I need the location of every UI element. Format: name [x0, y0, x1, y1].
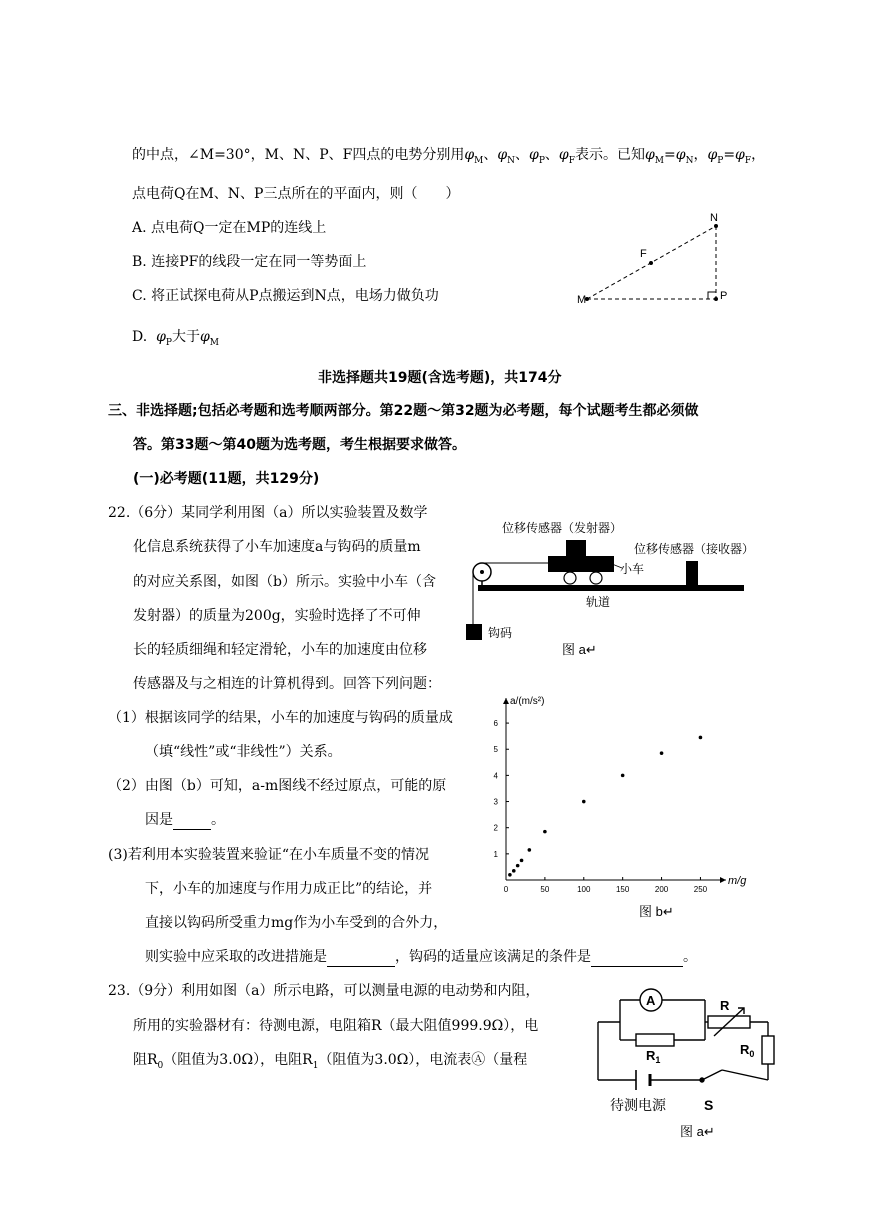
- y-tick-label: 5: [493, 745, 498, 755]
- data-point: [621, 774, 625, 778]
- answer-blank[interactable]: [591, 952, 683, 967]
- q22-part3-line4: 则实验中应采取的改进措施是 ，钩码的适量应该满足的条件是 。: [145, 949, 697, 965]
- q22-part3-line3: 直接以钩码所受重力mg作为小车受到的合外力，: [145, 915, 448, 931]
- x-tick-label: 200: [654, 885, 669, 894]
- emitter-label: 位移传感器（发射器）: [502, 521, 623, 535]
- required-heading: (一)必考题(11题，共129分): [133, 471, 320, 487]
- label-n: N: [710, 212, 718, 224]
- track-label: 轨道: [586, 595, 611, 609]
- weight-label: 钩码: [488, 626, 513, 640]
- fig-23a-caption: 图 a↵: [680, 1124, 715, 1139]
- y-axis-arrow: [503, 698, 509, 704]
- q22-part1-line1: （1）根据该同学的结果，小车的加速度与钩码的质量成: [108, 710, 453, 726]
- data-point: [699, 736, 703, 740]
- q21-line1: 的中点，∠M=30°，M、N、P、F四点的电势分别用$\varphi_M$、$\varphi_N$、$\varphi_P$、$\varphi_F$表示。已知$\varphi_M=\varphi_N$，$\varphi_P=\varphi_F$，: [132, 147, 766, 166]
- q22-line3: 的对应关系图，如图（b）所示。实验中小车（含: [133, 574, 436, 590]
- y-axis-label: a/(m/s²): [510, 696, 545, 707]
- ammeter-label: A: [646, 993, 656, 1008]
- x-axis-label: m/g: [728, 875, 747, 887]
- r1-label: $R_1$: [646, 1048, 661, 1065]
- q22-line5: 长的轻质细绳和轻定滑轮，小车的加速度由位移: [133, 642, 427, 658]
- data-point: [508, 873, 512, 877]
- y-tick-label: 1: [493, 849, 498, 859]
- answer-blank[interactable]: [173, 815, 211, 830]
- q23-line1: 23.（9分）利用如图（a）所示电路，可以测量电源的电动势和内阻，: [108, 983, 540, 999]
- label-f: F: [640, 248, 647, 260]
- label-m: M: [577, 294, 587, 306]
- q22-line2: 化信息系统获得了小车加速度a与钩码的质量m: [133, 539, 421, 555]
- y-tick-label: 6: [493, 719, 498, 729]
- q22-part3-line2: 下，小车的加速度与作用力成正比”的结论，并: [145, 881, 433, 897]
- triangle-figure: [570, 208, 740, 313]
- data-point: [512, 869, 516, 873]
- q21-option-a: A. 点电荷Q一定在MP的连线上: [132, 220, 327, 236]
- q21-option-d: D. $\varphi_P$大于$\varphi_M$: [132, 329, 219, 348]
- data-point: [660, 751, 664, 755]
- q21-option-b: B. 连接PF的线段一定在同一等势面上: [132, 254, 367, 270]
- source-label: 待测电源: [610, 1097, 666, 1113]
- circuit-figure: [590, 982, 780, 1142]
- section-heading: 非选择题共19题(含选考题)，共174分: [318, 370, 562, 386]
- y-tick-label: 2: [493, 823, 498, 833]
- y-tick-label: 3: [493, 797, 498, 807]
- q23-line2: 所用的实验器材有：待测电源，电阻箱R（最大阻值999.9Ω），电: [133, 1018, 539, 1034]
- cart-label: 小车: [620, 562, 645, 576]
- x-tick-label: 150: [615, 885, 630, 894]
- q22-part2-line1: （2）由图（b）可知，a-m图线不经过原点，可能的原: [108, 778, 447, 794]
- q22-part2-line2: 因是 。: [145, 812, 225, 828]
- x-tick-label: 100: [577, 885, 591, 894]
- data-point: [543, 830, 547, 834]
- part3-line1: 三、非选择题;包括必考题和选考顺两部分。第22题～第32题为必考题，每个试题考生都必须做: [108, 403, 699, 419]
- x-tick-label: 50: [540, 885, 550, 894]
- q22-part3-line1: (3)若利用本实验装置来验证“在小车质量不变的情况: [108, 847, 429, 863]
- x-axis-arrow: [720, 877, 726, 883]
- x-tick-label: 0: [503, 885, 509, 894]
- answer-blank[interactable]: [327, 952, 395, 967]
- q23-line3: 阻$R_0$（阻值为3.0Ω），电阻$R_1$（阻值为3.0Ω），电流表Ⓐ（量程: [133, 1052, 528, 1071]
- part3-line2: 答。第33题～第40题为选考题，考生根据要求做答。: [133, 437, 466, 453]
- q22-line6: 传感器及与之相连的计算机得到。回答下列问题：: [133, 676, 441, 692]
- fig-b-caption: 图 b↵: [639, 904, 674, 919]
- data-point: [516, 864, 520, 868]
- fig-a-caption: 图 a↵: [562, 642, 597, 657]
- r0-label: $R_0$: [740, 1042, 755, 1059]
- q22-part1-line2: （填“线性”或“非线性”）关系。: [145, 744, 342, 760]
- scatter-chart: [480, 696, 747, 925]
- q22-line1: 22.（6分）某同学利用图（a）所以实验装置及数学: [108, 505, 428, 521]
- q21-option-c: C. 将正试探电荷从P点搬运到N点，电场力做负功: [132, 288, 439, 304]
- y-tick-label: 4: [493, 771, 498, 781]
- x-tick-label: 250: [693, 885, 708, 894]
- q21-line2: 点电荷Q在M、N、P三点所在的平面内，则（ ）: [132, 186, 460, 202]
- data-point: [582, 800, 586, 804]
- receiver-label: 位移传感器（接收器）: [634, 542, 755, 556]
- data-point: [528, 848, 532, 852]
- data-point: [520, 859, 524, 863]
- switch-label: S: [704, 1097, 714, 1113]
- q22-line4: 发射器）的质量为200g，实验时选择了不可伸: [133, 608, 421, 624]
- apparatus-figure: [462, 512, 762, 662]
- r-label: R: [720, 998, 730, 1013]
- label-p: P: [720, 290, 728, 302]
